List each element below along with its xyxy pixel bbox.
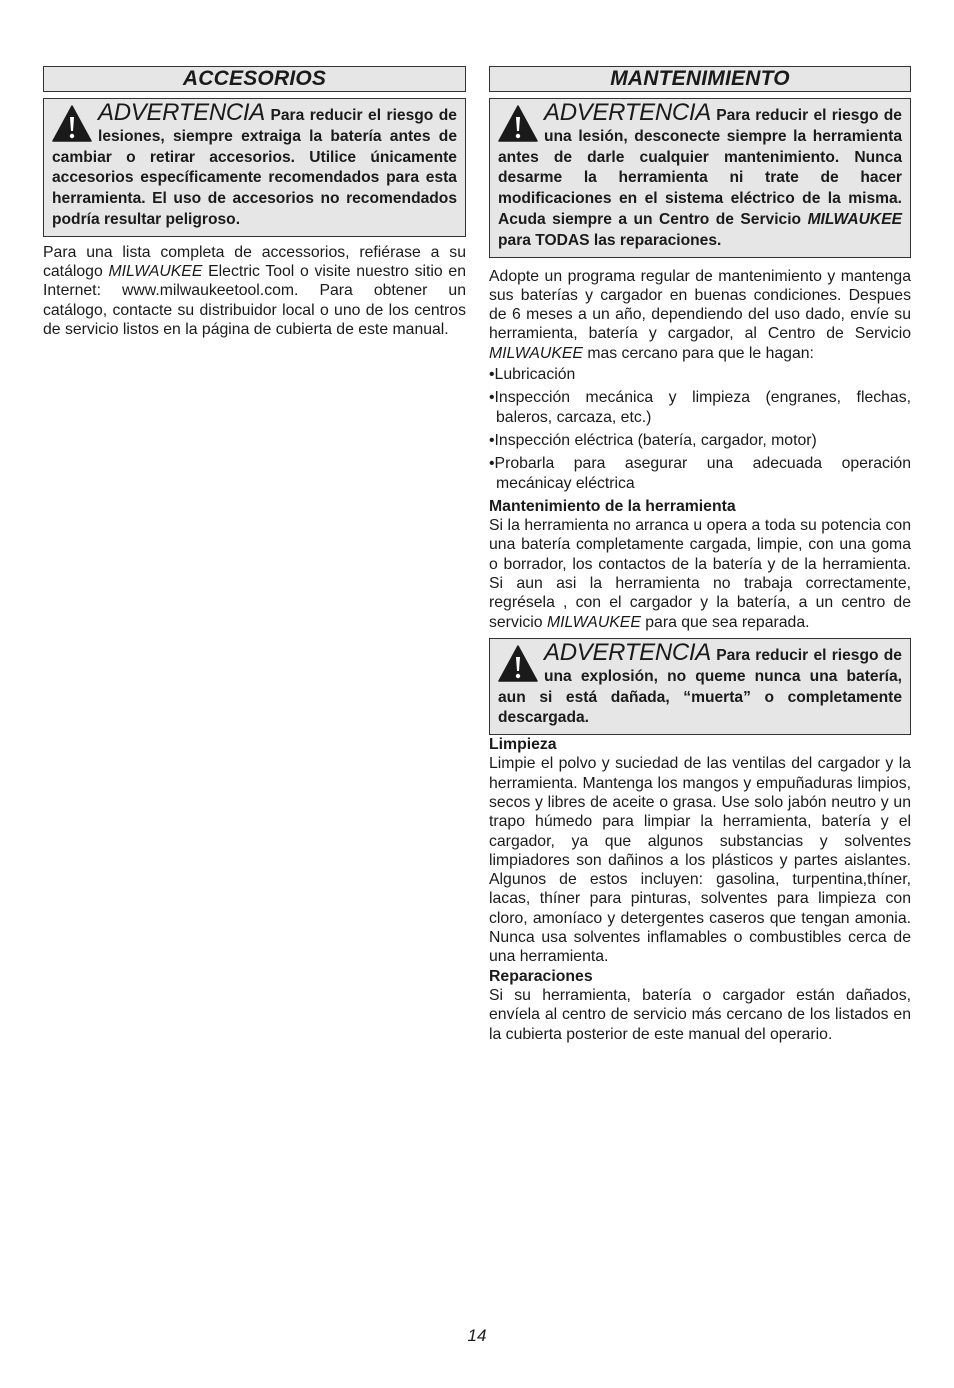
repairs-text: Si su herramienta, batería o cargador están dañados, envíela al centro de servicio más cercano de los listados en la cubierta posterior de este manual del operario. <box>489 986 911 1043</box>
brand-name: MILWAUKEE <box>807 210 902 228</box>
brand-name: MILWAUKEE <box>489 344 583 362</box>
list-item: •Inspección eléctrica (batería, cargador, motor) <box>489 431 817 449</box>
warning-body-end: para TODAS las reparaciones. <box>498 231 722 249</box>
mantenimiento-warning-box <box>489 98 911 258</box>
cleaning-text: Limpie el polvo y suciedad de las ventilas del cargador y la herramienta. Mantenga los mangos y empuñaduras limpios, secos y libres de aceite o grasa. Use solo jabón neutro y un trapo húmedo para limpiar la herramienta, batería y el cargador, ya que algunos substancias y solventes limpiadores son dañinos a los plásticos y partes aislantes. Algunos de estos incluyen: gasolina, turpentina,thíner, lacas, thíner para pinturas, solventes para limpieza con cloro, amoníaco y detergentes caseros que tengan amonia. Nunca usa solventes inflamables o combustibles cerca de una herramienta. <box>489 755 911 966</box>
warning-word: ADVERTENCIA <box>98 99 265 126</box>
maintenance-list <box>489 365 911 493</box>
warning-body: de lesiones, siempre extraiga la batería antes de cambiar o retirar accesorios. Utilice únicamente accesorios específicamente recomendados para esta herramienta. El uso de accesorios no recomendados podría resultar peligroso. <box>52 107 457 228</box>
mantenimiento-column <box>489 66 911 1044</box>
warning-lead: Para reducir el riesgo <box>716 107 879 124</box>
warning-word: ADVERTENCIA <box>544 99 711 126</box>
cleaning-heading: Limpieza <box>489 736 557 754</box>
page-number: 14 <box>467 1326 487 1345</box>
list-item: •Probarla para asegurar una adecuada operación mecánicay eléctrica <box>489 455 911 492</box>
brand-name: MILWAUKEE <box>546 613 641 631</box>
list-item: •Lubricación <box>489 366 576 384</box>
brand-name: MILWAUKEE <box>108 263 203 281</box>
warning-word: ADVERTENCIA <box>544 638 711 666</box>
warning-triangle-icon <box>498 645 538 683</box>
maintenance-intro: Adopte un programa regular de mantenimiento y mantenga sus baterías y cargador en buenas condiciones. Despues de 6 meses a un año, dependiendo del uso dado, envíe su herramienta, batería y cargador, al Centro de Servicio MILWAUKEE mas cercano para que le hagan: <box>489 267 911 362</box>
accesorios-warning-box <box>43 98 466 237</box>
list-item: •Inspección mecánica y limpieza (engranes, flechas, baleros, carcaza, etc.) <box>489 389 911 426</box>
repairs-heading: Reparaciones <box>489 967 593 985</box>
warning-body: de una explosión, no queme nunca una batería, aun si está dañada, “muerta” o completamente descargada. <box>498 646 902 727</box>
warning-triangle-icon <box>52 105 92 143</box>
warning-body: de una lesión, desconecte siempre la herramienta antes de darle cualquier mantenimiento. Nunca desarme la herramienta ni trate de hacer modificaciones en el sistema eléctrico de la misma. Acuda siempre a un Centro de Servicio <box>498 107 902 228</box>
accesorios-paragraph: Para una lista completa de accessorios, refiérase a su catálogo MILWAUKEE Electric Tool o visite nuestro sitio en Internet: www.milwaukeetool.com. Para obtener un catálogo, contacte su distribuidor local o uno de los centros de servicio listos en la página de cubierta de este manual. <box>43 243 466 338</box>
explosion-warning-box <box>489 638 911 735</box>
warning-lead: Para reducir el riesgo <box>716 646 879 664</box>
tool-maintenance-heading: Mantenimiento de la herramienta <box>489 497 736 515</box>
warning-triangle-icon <box>498 105 538 143</box>
accesorios-column <box>43 66 466 339</box>
tool-maintenance-text: Si la herramienta no arranca u opera a toda su potencia con una batería completamente cargada, limpie, con una goma o borrador, los contactos de la batería y de la herramienta. Si aun asi la herramienta no trabaja correctamente, regrésela , con el cargador y la batería, a un centro de servicio MILWAUKEE para que sea reparada. <box>489 517 911 631</box>
mantenimiento-heading: MANTENIMIENTO <box>489 66 911 92</box>
accesorios-heading: ACCESORIOS <box>43 66 466 92</box>
warning-lead: Para reducir el riesgo <box>270 107 434 124</box>
